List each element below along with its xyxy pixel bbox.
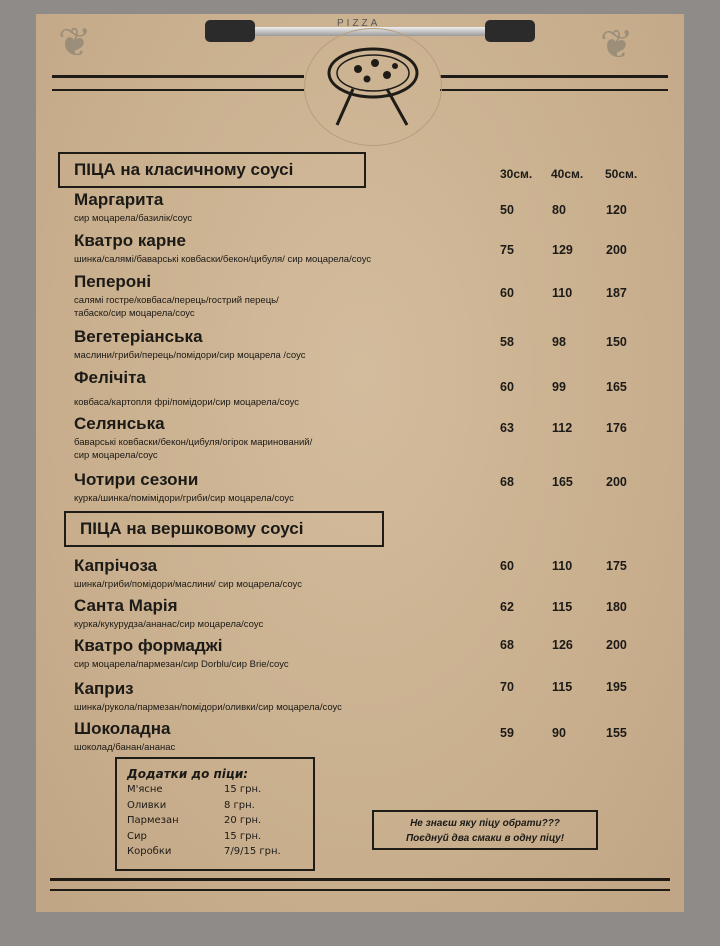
item-desc-line2: табаско/сир моцарела/соус <box>74 308 195 319</box>
price-40: 112 <box>552 421 573 435</box>
menu-item-margarita <box>74 190 674 225</box>
footer-rule-thin <box>50 889 670 891</box>
menu-item-pepperoni <box>74 272 674 320</box>
price-30: 68 <box>500 638 514 652</box>
menu-item-four-seasons <box>74 470 674 505</box>
price-30: 58 <box>500 335 514 349</box>
item-name: Селянська <box>74 414 165 433</box>
item-name: Кватро формаджі <box>74 636 223 655</box>
section-title-classic: ПІЦА на класичному соусі <box>58 152 366 188</box>
price-30: 70 <box>500 680 514 694</box>
price-30: 60 <box>500 559 514 573</box>
price-30: 63 <box>500 421 514 435</box>
item-name: Капрічоза <box>74 556 158 575</box>
price-50: 155 <box>606 726 627 740</box>
price-40: 165 <box>552 475 573 489</box>
menu-item-vegetarian <box>74 327 674 362</box>
addon-label: Пармезан <box>127 815 179 826</box>
price-40: 110 <box>552 286 573 300</box>
addon-row <box>127 800 313 816</box>
price-50: 195 <box>606 680 627 694</box>
item-desc: шинка/рукола/пармезан/помідори/оливки/сир моцарела/соус <box>74 702 342 713</box>
item-desc: шоколад/банан/ананас <box>74 742 176 753</box>
menu-item-santa-maria <box>74 596 674 631</box>
addon-price: 20 грн. <box>224 815 262 826</box>
item-desc: сир моцарела/пармезан/сир Dorblu/сир Brie/соус <box>74 659 289 670</box>
item-desc-line2: сир моцарела/соус <box>74 450 158 461</box>
price-40: 98 <box>552 335 566 349</box>
addon-label: Коробки <box>127 846 172 857</box>
price-50: 120 <box>606 203 627 217</box>
item-desc: маслини/гриби/перець/помідори/сир моцарела /соус <box>74 350 306 361</box>
item-desc: курка/кукурудза/ананас/сир моцарела/соус <box>74 619 264 630</box>
price-30: 60 <box>500 286 514 300</box>
price-50: 176 <box>606 421 627 435</box>
promo-box <box>372 810 598 850</box>
price-40: 126 <box>552 638 573 652</box>
pizza-icon <box>323 39 423 131</box>
price-50: 175 <box>606 559 627 573</box>
item-name: Шоколадна <box>74 719 171 738</box>
item-name: Каприз <box>74 679 134 698</box>
addon-price: 7/9/15 грн. <box>224 846 281 857</box>
menu-item-capricciosa <box>74 556 674 591</box>
price-30: 62 <box>500 600 514 614</box>
brand-label: PIZZA <box>337 18 381 29</box>
price-40: 129 <box>552 243 573 257</box>
promo-line-1: Не знаєш яку піцу обрати??? <box>410 818 560 829</box>
promo-line-2: Поєднуй два смаки в одну піцу! <box>405 833 565 844</box>
price-30: 50 <box>500 203 514 217</box>
menu-item-chocolate <box>74 719 674 754</box>
item-name: Чотири сезони <box>74 470 199 489</box>
menu-item-quattro-carne <box>74 231 674 266</box>
item-desc: ковбаса/картопля фрі/помідори/сир моцарела/соус <box>74 397 300 408</box>
price-50: 150 <box>606 335 627 349</box>
item-desc: сир моцарела/базилік/соус <box>74 213 193 224</box>
price-50: 165 <box>606 380 627 394</box>
item-desc: баварські ковбаски/бекон/цибуля/огірок маринований/ <box>74 437 313 448</box>
addon-price: 8 грн. <box>224 799 255 811</box>
header-rule-left-thick <box>52 75 304 78</box>
leaf-decoration-left: ❦ <box>58 21 92 65</box>
menu-item-selianska <box>74 414 674 462</box>
addon-price: 15 грн. <box>224 830 262 842</box>
section-title-cream: ПІЦА на вершковому соусі <box>64 511 384 547</box>
price-40: 115 <box>552 600 573 614</box>
addons-title: Додатки до піци: <box>127 767 249 781</box>
item-name: Пепероні <box>74 272 152 291</box>
price-30: 59 <box>500 726 514 740</box>
item-name: Кватро карне <box>74 231 186 250</box>
price-50: 200 <box>606 475 627 489</box>
addon-row <box>127 831 313 847</box>
item-name: Фелічіта <box>74 368 146 387</box>
leaf-decoration-right: ❦ <box>600 23 634 67</box>
price-30: 75 <box>500 243 514 257</box>
menu-item-quattro-formaggi <box>74 636 674 671</box>
header-rule-right-thick <box>440 75 668 78</box>
price-40: 115 <box>552 680 573 694</box>
item-desc: салямі гостре/ковбаса/перець/гострий перець/ <box>74 295 279 306</box>
price-50: 180 <box>606 600 627 614</box>
size-label-30: 30см. <box>500 167 533 181</box>
item-name: Вегетеріанська <box>74 327 203 346</box>
addons-box <box>115 757 315 871</box>
size-label-40: 40см. <box>551 167 584 181</box>
footer-rule-thick <box>50 878 670 881</box>
item-desc: курка/шинка/помімідори/гриби/сир моцарела/соус <box>74 493 294 504</box>
item-name: Санта Марія <box>74 596 178 615</box>
header-rule-right-thin <box>440 89 668 91</box>
addon-price: 15 грн. <box>224 784 262 795</box>
price-50: 200 <box>606 638 627 652</box>
price-40: 90 <box>552 726 566 740</box>
addon-row <box>127 815 313 831</box>
addon-label: Сир <box>127 830 147 842</box>
header-rule-left-thin <box>52 89 304 91</box>
price-30: 68 <box>500 475 514 489</box>
menu-item-capriz <box>74 679 674 714</box>
price-50: 187 <box>606 286 627 300</box>
addon-row <box>127 846 313 862</box>
item-desc: шинка/салямі/баварські ковбаски/бекон/цибуля/ сир моцарела/соус <box>74 254 372 265</box>
size-label-50: 50см. <box>605 167 638 181</box>
price-30: 60 <box>500 380 514 394</box>
menu-item-felicita <box>74 368 674 409</box>
item-name: Маргарита <box>74 190 164 209</box>
price-40: 110 <box>552 559 573 573</box>
price-40: 80 <box>552 203 566 217</box>
price-50: 200 <box>606 243 627 257</box>
pizza-logo <box>304 28 442 146</box>
addon-label: М'ясне <box>127 784 163 795</box>
addon-row <box>127 784 313 800</box>
item-desc: шинка/гриби/помідори/маслини/ сир моцарела/соус <box>74 579 302 590</box>
price-40: 99 <box>552 380 566 394</box>
addon-label: Оливки <box>127 799 167 811</box>
